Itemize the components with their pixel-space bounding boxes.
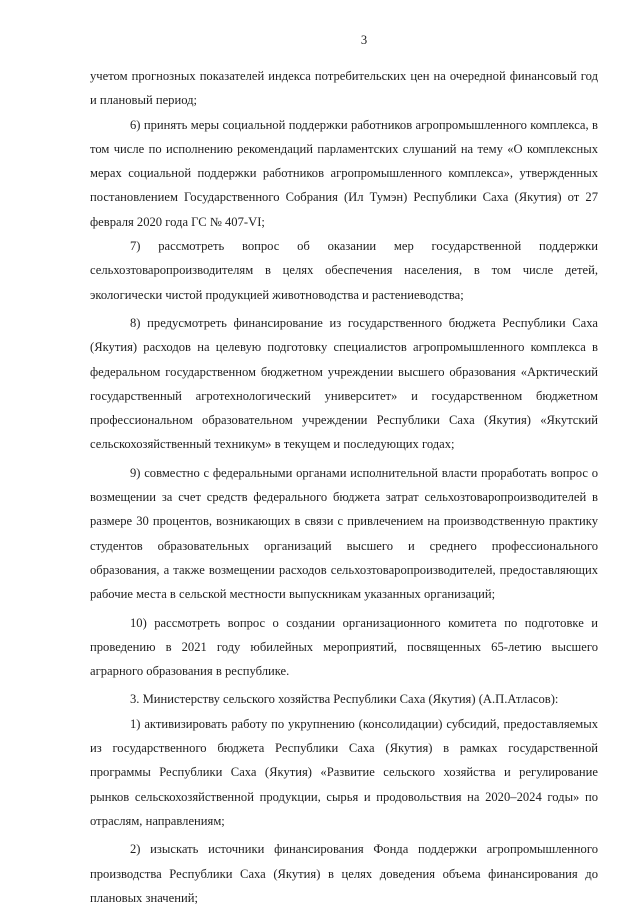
paragraph-item-9: 9) совместно с федеральными органами исполнительной власти проработать вопрос о возмещении за счет средств федерального бюджета затрат сельхозтоваропроизводителей в размере 30 процентов, возникающих в связи с привлечением на производственную практику студентов образовательных организаций высшего и среднего профессионального образования, а также возмещении расходов сельхозтоваропроизводителей, предоставляющих рабочие места в сельской местности выпускникам указанных организаций; [90, 465, 598, 602]
page-number: 3 [360, 33, 368, 47]
paragraph-section-3-item-2: 2) изыскать источники финансирования Фонда поддержки агропромышленного производства Республики Саха (Якутия) в целях доведения объема финансирования до плановых значений; [90, 842, 598, 905]
paragraph-continuation: учетом прогнозных показателей индекса потребительских цен на очередной финансовый год и плановый период; [90, 69, 598, 108]
paragraph-section-3: 3. Министерству сельского хозяйства Республики Саха (Якутия) (А.П.Атласов): [130, 692, 559, 707]
paragraph-section-3-item-1: 1) активизировать работу по укрупнению (консолидации) субсидий, предоставляемых из государственного бюджета Республики Саха (Якутия) в рамках государственной программы Республики Саха (Якутия) «Развитие сельского хозяйства и регулирование рынков сельскохозяйственной продукции, сырья и продовольствия на 2020–2024 годы» по отраслям, направлениям; [90, 716, 598, 828]
paragraph-item-8: 8) предусмотреть финансирование из государственного бюджета Республики Саха (Якутия) расходов на целевую подготовку специалистов агропромышленного комплекса в федеральном государственном бюджетном учреждении высшего образования «Арктический государственный агротехнологический университет» и государственном бюджетном профессиональном образовательном учреждении Республики Саха (Якутия) «Якутский сельскохозяйственный техникум» в текущем и последующих годах; [90, 315, 598, 452]
paragraph-item-10: 10) рассмотреть вопрос о создании организационного комитета по подготовке и проведению в 2021 году юбилейных мероприятий, посвященных 65-летию высшего аграрного образования в республике. [90, 615, 598, 679]
paragraph-item-7: 7) рассмотреть вопрос об оказании мер государственной поддержки сельхозтоваропроизводителям в целях обеспечения населения, в том числе детей, экологически чистой продукцией животноводства и растениеводства; [90, 239, 598, 302]
paragraph-item-6: 6) принять меры социальной поддержки работников агропромышленного комплекса, в том числе по исполнению рекомендаций парламентских слушаний на тему «О комплексных мерах социальной поддержки работников агропромышленного комплекса», утвержденных постановлением Государственного Собрания (Ил Тумэн) Республики Саха (Якутия) от 27 февраля 2020 года ГС № 407-VI; [90, 117, 598, 229]
